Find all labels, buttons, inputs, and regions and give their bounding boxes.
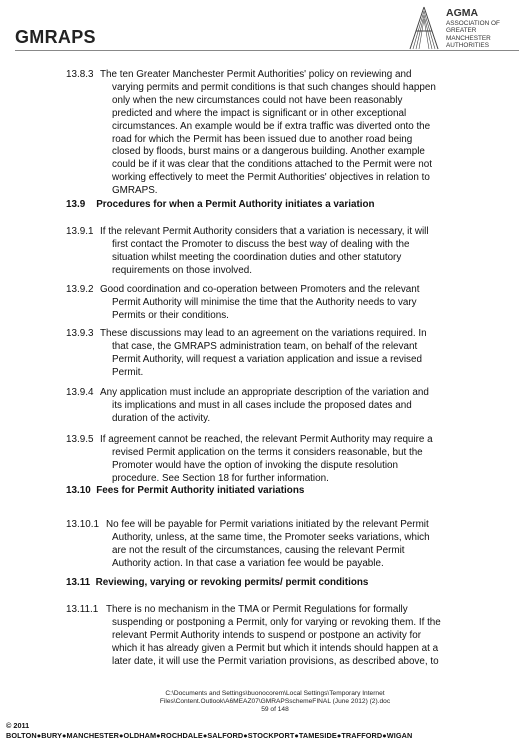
- paragraph-line: Permit Authority, will request a variation application and issue a revised: [112, 353, 422, 365]
- paragraph-line: circumstances. An example would be if extra traffic was diverted onto the: [112, 120, 431, 132]
- paragraph-line: GMRAPS.: [112, 185, 158, 197]
- footer-file-path: [140, 690, 410, 714]
- paragraph-line: later date, it will use the Permit variation provisions, as described above, to: [112, 655, 439, 667]
- paragraph-line: Any application must include an appropriate description of the variation and: [100, 387, 429, 398]
- copyright: © 2011: [6, 721, 30, 730]
- paragraph-line: working effectively to meet the Permit Authorities' objectives in relation to: [112, 172, 430, 184]
- agma-emblem-icon: [404, 5, 444, 51]
- paragraph-line: procedure. See Section 18 for further information.: [112, 472, 329, 484]
- page-number: 59 of 148: [261, 706, 289, 713]
- paragraph-line: These discussions may lead to an agreement on the variations required. In: [100, 328, 427, 339]
- paragraph-line: Promoter would have the option of invoking the dispute resolution: [112, 459, 399, 471]
- paragraph-line: Authority, unless, at the same time, the Promoter seeks variations, which: [112, 531, 430, 543]
- paragraph-line: are not the result of the circumstances, causing the relevant Permit: [112, 544, 405, 556]
- section-heading: 13.11 Reviewing, varying or revoking permits/ permit conditions: [66, 577, 369, 588]
- paragraph-line: closed by floods, burst mains or a dangerous building. Another example: [112, 146, 425, 158]
- paragraph-number: 13.9.2: [66, 284, 94, 295]
- paragraph-line: varying permits and permit conditions is that such changes should happen: [112, 81, 436, 93]
- paragraph-line: No fee will be payable for Permit variations initiated by the relevant Permit: [106, 519, 429, 530]
- paragraph-number: 13.8.3: [66, 69, 94, 80]
- paragraph-line: requirements on those involved.: [112, 264, 252, 276]
- paragraph-number: 13.10.1: [66, 519, 99, 530]
- paragraph-line: Good coordination and co-operation between Promoters and the relevant: [100, 284, 420, 295]
- paragraph-number: 13.9.1: [66, 226, 94, 237]
- section-heading: 13.10 Fees for Permit Authority initiated variations: [66, 485, 305, 496]
- logo-name: AGMA: [446, 7, 479, 19]
- paragraph-line: that case, the GMRAPS administration team, on behalf of the relevant: [112, 340, 418, 352]
- paragraph-number: 13.9.4: [66, 387, 94, 398]
- paragraph-line: its implications and must in all cases include the proposed dates and: [112, 399, 412, 411]
- footer-path-line-2: Files\Content.Outlook\A6MEAZ07\GMRAPSschemeFINAL (June 2012) (2).doc: [159, 698, 391, 705]
- paragraph-line: If agreement cannot be reached, the relevant Permit Authority may require a: [100, 434, 433, 445]
- paragraph-number: 13.9.3: [66, 328, 94, 339]
- paragraph-line: Permit.: [112, 366, 144, 378]
- paragraph-line: first contact the Promoter to discuss the best way of dealing with the: [112, 238, 410, 250]
- logo-subtitle: ASSOCIATION OF GREATER MANCHESTER AUTHORITIES: [446, 20, 500, 50]
- paragraph-line: relevant Permit Authority intends to suspend or postpone an activity for: [112, 629, 422, 641]
- paragraph-line: suspending or postponing a Permit, only for varying or revoking them. If the: [112, 616, 441, 628]
- paragraph-number: 13.11.1: [66, 604, 99, 615]
- paragraph-line: road for which the Permit has been issued due to another road being: [112, 133, 413, 145]
- paragraph-line: revised Permit application on the terms it considers reasonable, but the: [112, 446, 423, 458]
- footer-path-line-1: C:\Documents and Settings\buonocorem\Local Settings\Temporary Internet: [165, 690, 385, 697]
- paragraph-line: If the relevant Permit Authority considers that a variation is necessary, it will: [100, 226, 429, 237]
- paragraph-line: which it has already given a Permit but which it intends should happen at a: [112, 642, 439, 654]
- section-heading: 13.9 Procedures for when a Permit Authority initiates a variation: [66, 199, 375, 210]
- paragraph-line: The ten Greater Manchester Permit Authorities' policy on reviewing and: [100, 69, 412, 80]
- paragraph-line: Permit Authority will minimise the time that the Authority needs to vary: [112, 296, 417, 308]
- member-towns: BOLTON●BURY●MANCHESTER●OLDHAM●ROCHDALE●SALFORD●STOCKPORT●TAMESIDE●TRAFFORD●WIGAN: [6, 731, 413, 740]
- agma-logo: [404, 5, 522, 53]
- paragraph-line: predicted and where the impact is significant or in other exceptional: [112, 107, 407, 119]
- paragraph-line: only when the new circumstances could not have been reasonably: [112, 94, 403, 106]
- header-rule: [15, 50, 519, 51]
- paragraph-line: situation whilst meeting the coordination duties and other statutory: [112, 251, 402, 263]
- paragraph-line: Permits or their conditions.: [112, 309, 229, 321]
- paragraph-number: 13.9.5: [66, 434, 94, 445]
- paragraph-line: Authority action. In that case a variation fee would be payable.: [112, 557, 384, 569]
- paragraph-line: could be if it was clear that the conditions attached to the Permit were not: [112, 159, 433, 171]
- document-title: GMRAPS: [15, 27, 96, 47]
- paragraph-line: There is no mechanism in the TMA or Permit Regulations for formally: [106, 604, 408, 615]
- paragraph-line: duration of the activity.: [112, 412, 211, 424]
